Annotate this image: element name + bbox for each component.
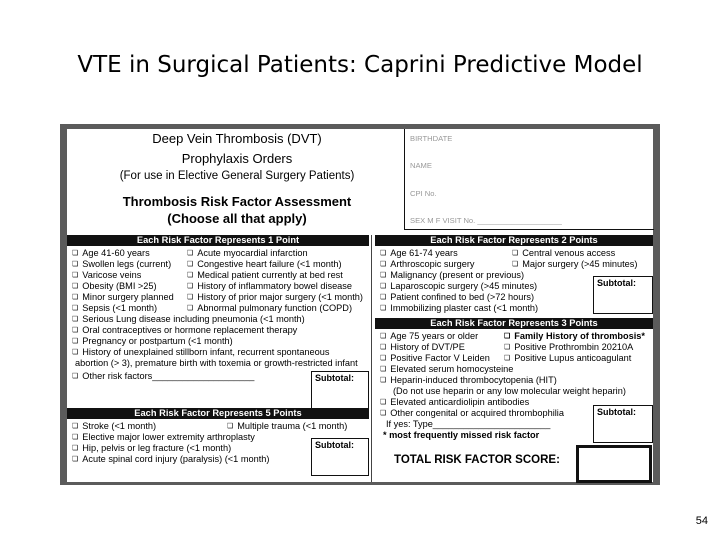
- caprini-form-image: [60, 124, 660, 485]
- cpi-label: CPI No.: [410, 189, 437, 198]
- risk-item[interactable]: ❏ Oral contraceptives or hormone replacement therapy: [72, 325, 297, 336]
- three-point-subtotal-label: Subtotal:: [597, 407, 636, 417]
- risk-item[interactable]: ❏ History of unexplained stillborn infant, recurrent spontaneous: [72, 347, 329, 358]
- assessment-instruction: (Choose all that apply): [167, 211, 307, 226]
- risk-item[interactable]: ❏ Minor surgery planned: [72, 292, 174, 303]
- risk-item[interactable]: ❏ Sepsis (<1 month): [72, 303, 157, 314]
- name-label: NAME: [410, 161, 432, 170]
- form-scope: (For use in Elective General Surgery Patients): [119, 170, 355, 182]
- risk-item[interactable]: ❏ History of DVT/PE: [380, 342, 465, 353]
- hit-note: (Do not use heparin or any low molecular weight heparin): [393, 386, 626, 396]
- risk-item[interactable]: ❏ Positive Factor V Leiden: [380, 353, 490, 364]
- page-number: 54: [695, 515, 708, 527]
- risk-item[interactable]: ❏ Central venous access: [512, 248, 615, 259]
- footnote: * most frequently missed risk factor: [383, 430, 540, 440]
- risk-item[interactable]: ❏ Obesity (BMI >25): [72, 281, 157, 292]
- risk-item[interactable]: ❏ Varicose veins: [72, 270, 141, 281]
- three-point-header: Each Risk Factor Represents 3 Points: [375, 318, 653, 329]
- risk-item[interactable]: ❏ Age 41-60 years: [72, 248, 150, 259]
- form-subtitle: Prophylaxis Orders: [181, 151, 293, 166]
- risk-item[interactable]: ❏ Abnormal pulmonary function (COPD): [187, 303, 352, 314]
- risk-item-other[interactable]: ❏ Other risk factors____________________: [72, 371, 254, 382]
- risk-item[interactable]: ❏ Age 75 years or older: [380, 331, 478, 342]
- risk-item[interactable]: ❏ Heparin-induced thrombocytopenia (HIT): [380, 375, 557, 386]
- risk-item[interactable]: ❏ Hip, pelvis or leg fracture (<1 month): [72, 443, 231, 454]
- one-point-subtotal-label: Subtotal:: [315, 373, 354, 383]
- risk-item[interactable]: ❏ Patient confined to bed (>72 hours): [380, 292, 534, 303]
- risk-item[interactable]: ❏ Elective major lower extremity arthroplasty: [72, 432, 255, 443]
- risk-item[interactable]: ❏ Multiple trauma (<1 month): [227, 421, 347, 432]
- risk-item[interactable]: ❏ Family History of thrombosis*: [504, 331, 645, 342]
- risk-item[interactable]: ❏ Elevated anticardiolipin antibodies: [380, 397, 529, 408]
- risk-item[interactable]: ❏ Positive Lupus anticoagulant: [504, 353, 631, 364]
- risk-item[interactable]: ❏ Medical patient currently at bed rest: [187, 270, 343, 281]
- five-point-header: Each Risk Factor Represents 5 Points: [67, 408, 369, 419]
- risk-item[interactable]: ❏ Serious Lung disease including pneumonia (<1 month): [72, 314, 305, 325]
- one-point-header: Each Risk Factor Represents 1 Point: [67, 235, 369, 246]
- assessment-title: Thrombosis Risk Factor Assessment: [122, 194, 352, 209]
- risk-item[interactable]: ❏ History of prior major surgery (<1 month): [187, 292, 363, 303]
- risk-item[interactable]: ❏ Arthroscopic surgery: [380, 259, 475, 270]
- risk-item[interactable]: ❏ History of inflammatory bowel disease: [187, 281, 352, 292]
- sex-visit-label: SEX M F VISIT No. ____________________: [410, 216, 562, 225]
- two-point-subtotal-label: Subtotal:: [597, 278, 636, 288]
- five-point-subtotal-label: Subtotal:: [315, 440, 354, 450]
- slide-title: VTE in Surgical Patients: Caprini Predictive Model: [77, 52, 643, 78]
- risk-item[interactable]: ❏ Acute spinal cord injury (paralysis) (<1 month): [72, 454, 269, 465]
- total-score-label: TOTAL RISK FACTOR SCORE:: [394, 454, 560, 466]
- risk-item[interactable]: ❏ Age 61-74 years: [380, 248, 458, 259]
- risk-item[interactable]: ❏ Other congenital or acquired thrombophilia: [380, 408, 564, 419]
- patient-info-box: [404, 129, 654, 230]
- risk-item[interactable]: ❏ Stroke (<1 month): [72, 421, 156, 432]
- risk-item[interactable]: ❏ Swollen legs (current): [72, 259, 171, 270]
- risk-item[interactable]: ❏ Immobilizing plaster cast (<1 month): [380, 303, 538, 314]
- risk-item[interactable]: ❏ Acute myocardial infarction: [187, 248, 308, 259]
- risk-item[interactable]: ❏ Laparoscopic surgery (>45 minutes): [380, 281, 537, 292]
- form-title: Deep Vein Thrombosis (DVT): [152, 131, 322, 146]
- risk-item[interactable]: ❏ Major surgery (>45 minutes): [512, 259, 637, 270]
- total-score-box[interactable]: [576, 445, 652, 483]
- risk-item[interactable]: ❏ Malignancy (present or previous): [380, 270, 524, 281]
- risk-item[interactable]: ❏ Congestive heart failure (<1 month): [187, 259, 342, 270]
- risk-item[interactable]: ❏ Elevated serum homocysteine: [380, 364, 513, 375]
- form-sheet: [67, 129, 653, 482]
- thrombophilia-type-field[interactable]: If yes: Type_______________________: [386, 419, 551, 429]
- risk-item[interactable]: ❏ Positive Prothrombin 20210A: [504, 342, 633, 353]
- risk-item-continuation: abortion (> 3), premature birth with toxemia or growth-restricted infant: [75, 358, 358, 368]
- two-point-header: Each Risk Factor Represents 2 Points: [375, 235, 653, 246]
- birthdate-label: BIRTHDATE: [410, 134, 453, 143]
- risk-item[interactable]: ❏ Pregnancy or postpartum (<1 month): [72, 336, 233, 347]
- column-divider: [371, 235, 372, 482]
